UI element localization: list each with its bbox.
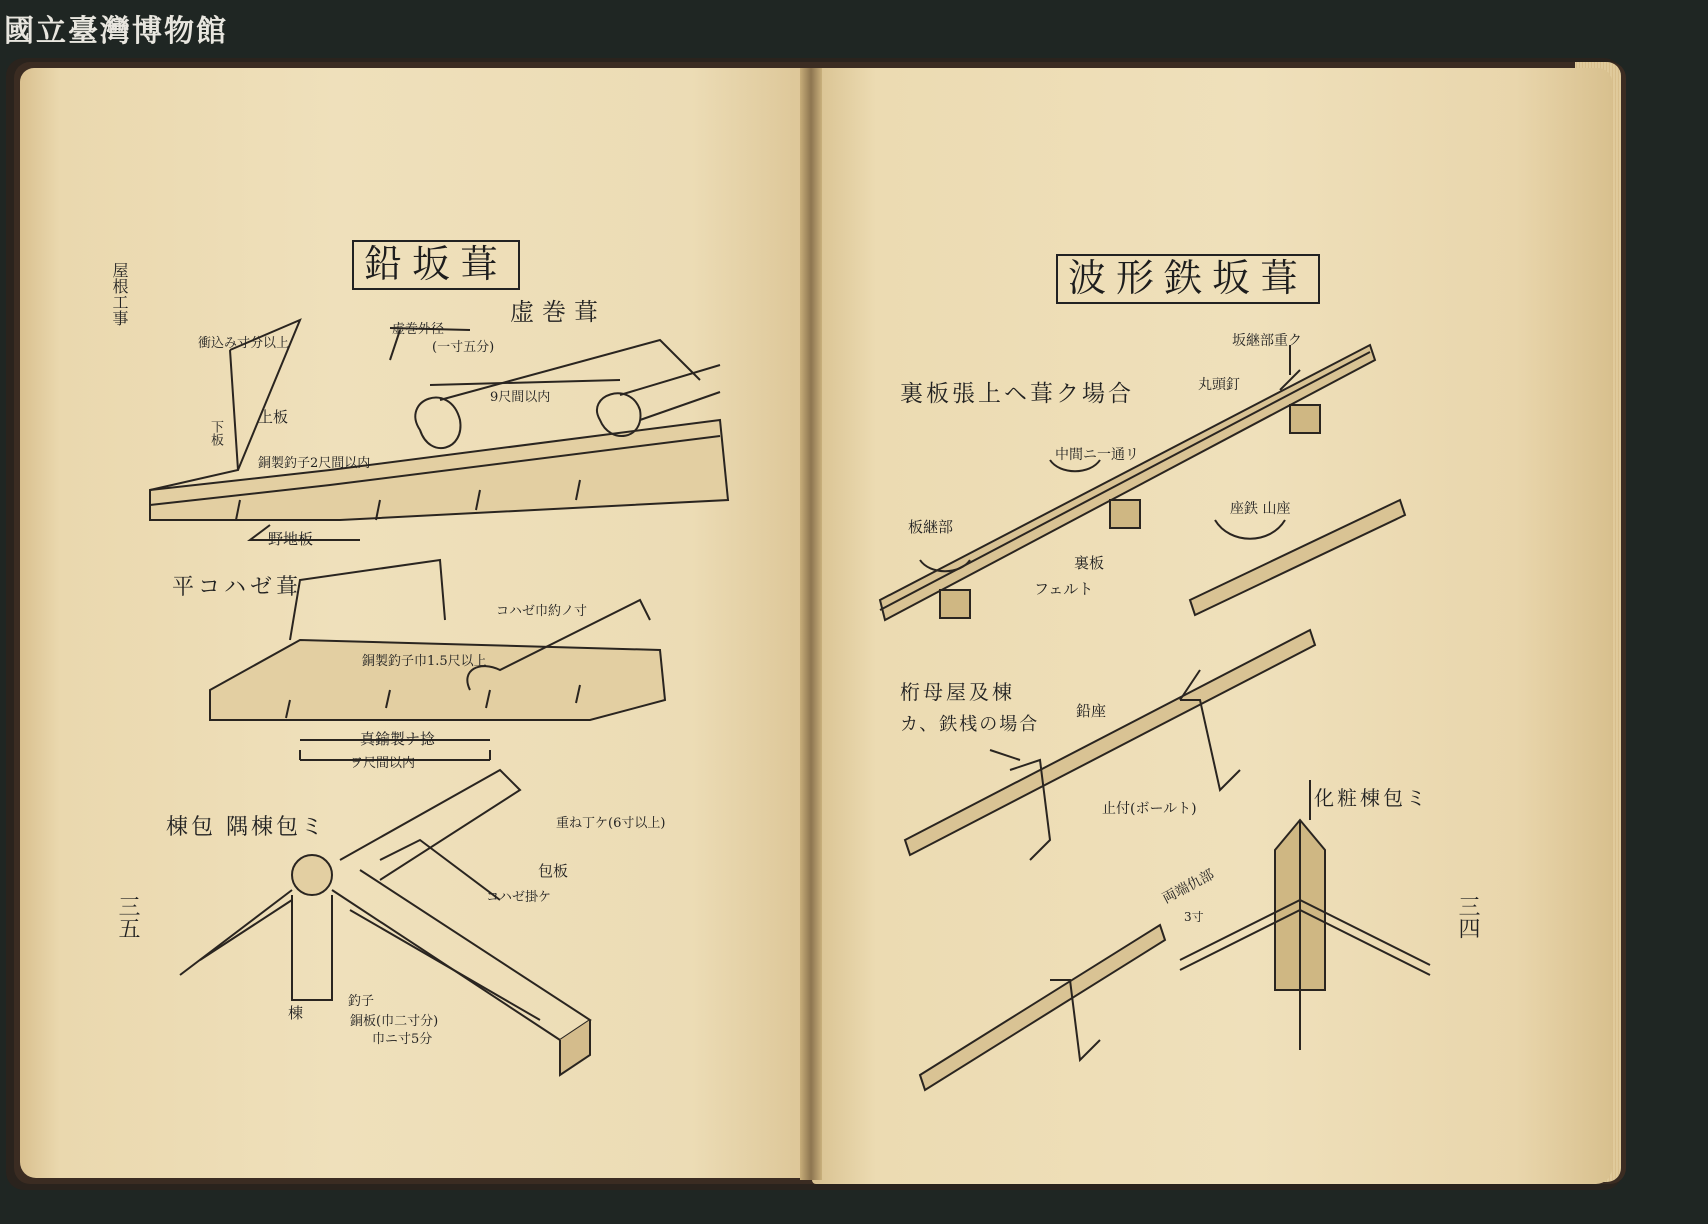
museum-watermark: 國立臺灣博物館 — [4, 14, 228, 49]
label-s3-1: 包板 — [538, 862, 569, 880]
label-s1-5: 下板 — [208, 420, 223, 446]
label-r3-1: 3寸 — [1184, 910, 1204, 924]
label-s1-0: 衝込み寸分以上 — [198, 336, 290, 351]
label-s1-1: 虚巻外径 — [392, 322, 445, 337]
right-page-title: 波形鉄坂葺 — [1056, 254, 1320, 304]
label-r1-2: 中間ニ一通リ — [1055, 447, 1139, 463]
section-subtitle-purlin-ridge: カ、鉄桟の場合 — [900, 714, 1040, 735]
section-title-roll-seam: 虚巻葺 — [510, 298, 606, 326]
label-s1-7: 野地板 — [268, 530, 314, 548]
section-title-flat-seam: 平コハゼ葺 — [172, 575, 303, 600]
label-s2-3: ヲ尺間以内 — [350, 756, 416, 771]
left-page-title: 鉛坂葺 — [352, 240, 520, 290]
label-s2-0: コハゼ巾約ノ寸 — [496, 604, 588, 619]
label-r1-0: 坂継部重ク — [1232, 333, 1302, 349]
label-s3-6: 巾ニ寸5分 — [372, 1032, 433, 1047]
label-r2-1: 止付(ボールト) — [1102, 801, 1197, 817]
label-s1-2: (一寸五分) — [432, 340, 495, 355]
label-s3-2: コハゼ掛ケ — [486, 890, 552, 905]
section-title-corrugated-board: 裏板張上ヘ葺ク場合 — [900, 381, 1134, 407]
label-s2-1: 銅製釣子巾1.5尺以上 — [362, 654, 487, 669]
right-page-number: 三四 — [1455, 895, 1480, 939]
running-head: 屋根工事 — [110, 262, 129, 326]
label-r1-6: 座鉄 山座 — [1230, 501, 1291, 517]
label-r3-0: 両端仇部 — [1159, 866, 1217, 908]
label-r1-3: 板継部 — [908, 518, 954, 536]
label-r1-4: 裏板 — [1074, 554, 1105, 572]
section-title-purlin-ridge: 桁母屋及棟 — [900, 680, 1015, 704]
left-page-number: 三五 — [115, 895, 140, 939]
section-title-ridge-cover: 棟包 隅棟包ミ — [166, 815, 326, 840]
label-r1-1: 丸頭釘 — [1198, 377, 1240, 393]
label-s1-3: 9尺間以内 — [490, 390, 551, 405]
label-r2-0: 鉛座 — [1076, 702, 1107, 720]
label-s3-5: 銅板(巾二寸分) — [350, 1014, 439, 1029]
label-s3-4: 釣子 — [348, 994, 375, 1009]
label-s3-3: 棟 — [288, 1004, 304, 1022]
label-s1-6: 銅製釣子2尺間以内 — [258, 456, 371, 471]
label-r1-5: フェルト — [1034, 580, 1094, 598]
section-title-decorative-ridge: 化粧棟包ミ — [1314, 786, 1429, 810]
decorative-ridge-drawing — [1180, 780, 1430, 1050]
label-s1-4: 上板 — [258, 408, 289, 426]
label-s3-0: 重ね丁ケ(6寸以上) — [556, 816, 666, 831]
label-s2-2: 真鍮製ナ捻 — [360, 730, 436, 748]
